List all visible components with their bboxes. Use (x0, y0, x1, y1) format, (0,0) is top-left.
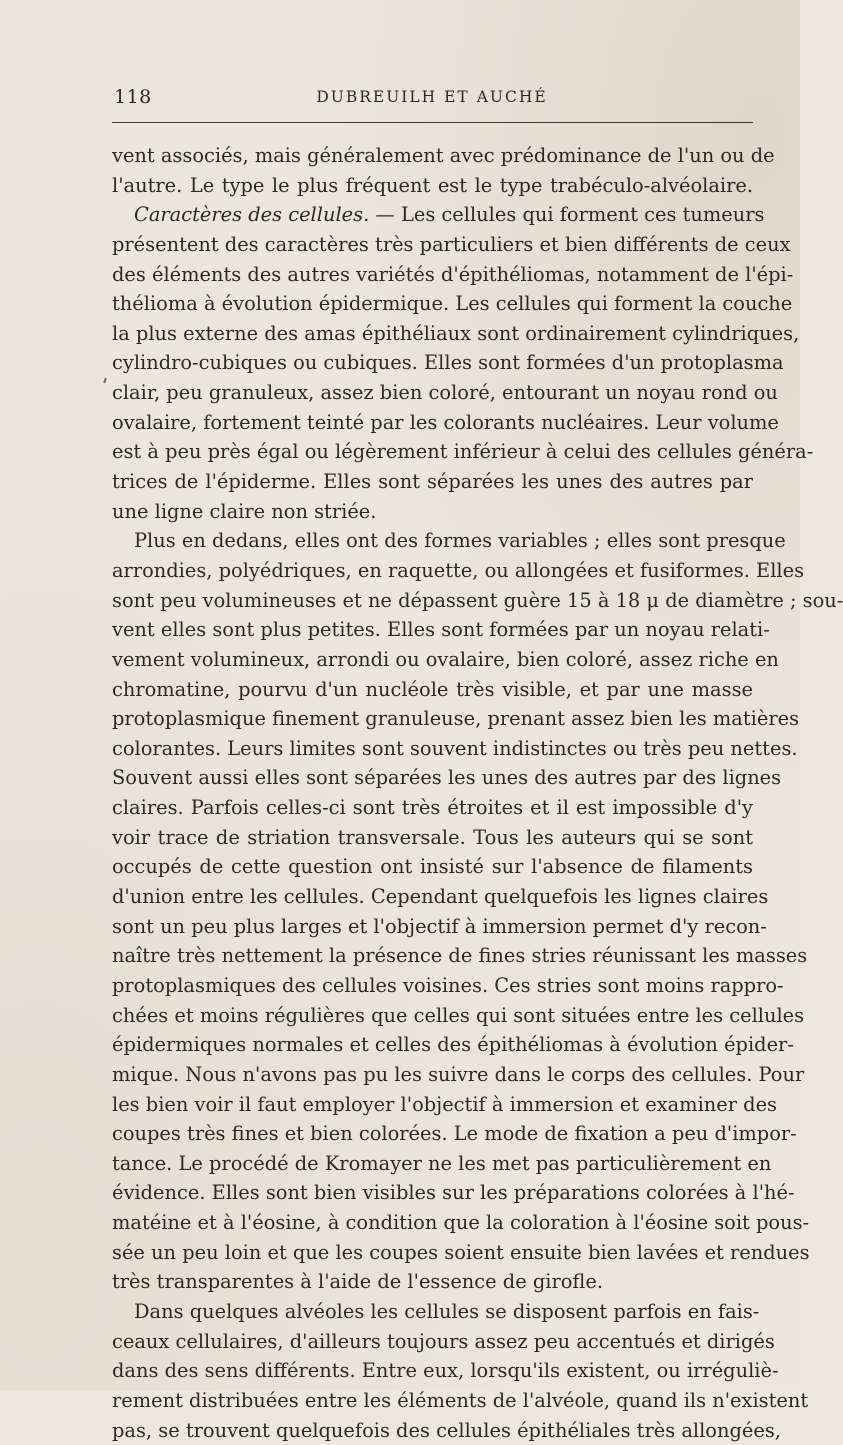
text-line (112, 704, 800, 734)
line-text: ceaux cellulaires, d'ailleurs toujours assez peu accentués et dirigés (112, 1329, 775, 1353)
line-text: voir trace de striation transversale. Tous les auteurs qui se sont (112, 825, 753, 849)
line-text: matéine et à l'éosine, à condition que la coloration à l'éosine soit pous- (112, 1211, 810, 1235)
line-text: thélioma à évolution épidermique. Les cellules qui forment la couche (112, 292, 793, 316)
line-text: occupés de cette question ont insisté sur l'absence de filaments (112, 855, 753, 879)
line-text: — Les cellules qui forment ces tumeurs (369, 203, 765, 227)
text-line (112, 763, 782, 793)
line-text: sont peu volumineuses et ne dépassent guère 15 à 18 μ de diamètre ; sou- (112, 588, 843, 612)
line-text: des éléments des autres variétés d'épithéliomas, notamment de l'épi- (112, 262, 794, 286)
text-line (112, 260, 794, 290)
text-line (112, 378, 778, 408)
text-line (112, 230, 791, 260)
line-text: chromatine, pourvu d'un nucléole très visible, et par une masse (112, 677, 753, 701)
line-text: très transparentes à l'aide de l'essence de girofle. (112, 1270, 603, 1294)
margin-mark (103, 378, 107, 383)
text-line (112, 1030, 794, 1060)
text-line (112, 645, 779, 675)
page-number: 118 (114, 86, 152, 108)
text-line (112, 1090, 778, 1120)
text-line (112, 467, 753, 497)
line-text: ovalaire, fortement teinté par les colorants nucléaires. Leur volume (112, 410, 779, 434)
line-text: Souvent aussi elles sont séparées les unes des autres par des lignes (112, 766, 782, 790)
body-text (112, 141, 843, 1445)
text-line (112, 586, 843, 616)
text-line (112, 437, 814, 467)
text-line (112, 556, 805, 586)
line-text: trices de l'épiderme. Elles sont séparées les unes des autres par (112, 470, 753, 494)
line-text: claires. Parfois celles-ci sont très étroites et il est impossible d'y (112, 796, 753, 820)
line-text: cylindro-cubiques ou cubiques. Elles sont formées d'un protoplasma (112, 351, 784, 375)
line-text: sont un peu plus larges et l'objectif à immersion permet d'y recon- (112, 914, 767, 938)
line-text: clair, peu granuleux, assez bien coloré, entourant un noyau rond ou (112, 381, 778, 405)
text-line (112, 1001, 805, 1031)
text-line (112, 1119, 797, 1149)
line-text: sée un peu loin et que les coupes soient ensuite bien lavées et rendues (112, 1240, 810, 1264)
page-header (112, 86, 752, 116)
line-text: pas, se trouvent quelquefois des cellules épithéliales très allongées, (112, 1418, 781, 1442)
text-line (112, 408, 779, 438)
line-text: colorantes. Leurs limites sont souvent indistinctes ou très peu nettes. (112, 736, 798, 760)
text-line (112, 497, 753, 527)
text-line (112, 675, 753, 705)
line-text: chées et moins régulières que celles qui sont situées entre les cellules (112, 1003, 805, 1027)
line-text: dans des sens différents. Entre eux, lorsqu'ils existent, ou irréguliè- (112, 1359, 779, 1383)
text-line (112, 1208, 810, 1238)
text-line (112, 823, 753, 853)
text-line (112, 141, 775, 171)
text-line (112, 1178, 795, 1208)
line-text: une ligne claire non striée. (112, 499, 377, 523)
line-text: les bien voir il faut employer l'objectif à immersion et examiner des (112, 1092, 778, 1116)
text-line (112, 1356, 779, 1386)
text-line (112, 1327, 775, 1357)
text-line (112, 348, 784, 378)
text-line (112, 289, 793, 319)
line-text: présentent des caractères très particuliers et bien différents de ceux (112, 232, 791, 256)
text-line (112, 1416, 781, 1445)
text-line (112, 1238, 810, 1268)
line-text: protoplasmiques des cellules voisines. Ces stries sont moins rappro- (112, 973, 784, 997)
text-line (112, 200, 765, 230)
line-text: Plus en dedans, elles ont des formes variables ; elles sont presque (134, 529, 786, 553)
line-text: tance. Le procédé de Kromayer ne les met pas particulièrement en (112, 1151, 772, 1175)
line-text: épidermiques normales et celles des épithéliomas à évolution épider- (112, 1033, 794, 1057)
text-line (112, 1149, 772, 1179)
text-line (112, 882, 769, 912)
text-line (112, 941, 808, 971)
line-text: vement volumineux, arrondi ou ovalaire, bien coloré, assez riche en (112, 647, 779, 671)
line-text: coupes très fines et bien colorées. Le mode de fixation a peu d'impor- (112, 1122, 797, 1146)
section-lead: Caractères des cellules. (134, 203, 370, 227)
line-text: est à peu près égal ou légèrement inférieur à celui des cellules généra- (112, 440, 814, 464)
line-text: naître très nettement la présence de fines stries réunissant les masses (112, 944, 808, 968)
line-text: d'union entre les cellules. Cependant quelquefois les lignes claires (112, 885, 769, 909)
text-line (112, 615, 770, 645)
line-text: mique. Nous n'avons pas pu les suivre dans le corps des cellules. Pour (112, 1062, 805, 1086)
text-line (112, 971, 784, 1001)
text-line (112, 526, 786, 556)
text-line (112, 912, 767, 942)
line-text: la plus externe des amas épithéliaux sont ordinairement cylindriques, (112, 321, 800, 345)
line-text: rement distribuées entre les éléments de l'alvéole, quand ils n'existent (112, 1388, 809, 1412)
running-title: DUBREUILH ET AUCHÉ (316, 88, 548, 106)
header-rule (112, 122, 753, 123)
text-line (112, 852, 753, 882)
line-text: arrondies, polyédriques, en raquette, ou allongées et fusiformes. Elles (112, 558, 805, 582)
line-text: Dans quelques alvéoles les cellules se disposent parfois en fais- (134, 1299, 760, 1323)
line-text: l'autre. Le type le plus fréquent est le type trabéculo-alvéolaire. (112, 173, 753, 197)
text-line (112, 319, 800, 349)
text-line (112, 1297, 760, 1327)
text-line (112, 734, 798, 764)
line-text: vent elles sont plus petites. Elles sont formées par un noyau relati- (112, 618, 770, 642)
text-line (112, 1267, 753, 1297)
line-text: évidence. Elles sont bien visibles sur les préparations colorées à l'hé- (112, 1181, 795, 1205)
text-line (112, 171, 753, 201)
text-line (112, 1060, 805, 1090)
text-line (112, 1386, 809, 1416)
line-text: vent associés, mais généralement avec prédominance de l'un ou de (112, 144, 775, 167)
text-line (112, 793, 753, 823)
line-text: protoplasmique finement granuleuse, prenant assez bien les matières (112, 707, 800, 731)
